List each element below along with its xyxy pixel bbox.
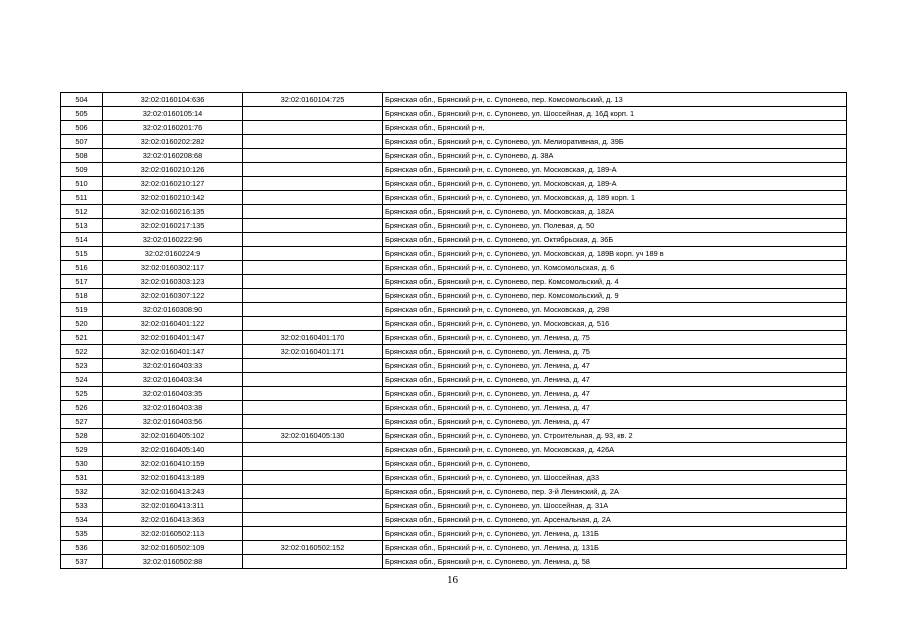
page-number: 16 [447,574,458,586]
address-cell: Брянская обл., Брянский р-н, с. Супонево, ул. Московская, д. 189-А [383,163,847,177]
related-cadastral-number-cell [243,135,383,149]
related-cadastral-number-cell [243,555,383,569]
related-cadastral-number-cell [243,443,383,457]
address-cell: Брянская обл., Брянский р-н, с. Супонево, ул. Мелиоративная, д. 39Б [383,135,847,149]
table-row [61,541,847,555]
related-cadastral-number-cell [243,177,383,191]
address-cell: Брянская обл., Брянский р-н, с. Супонево, пер. Комсомольский, д. 9 [383,289,847,303]
row-number-cell: 527 [61,415,103,429]
cadastral-number-cell: 32:02:0160105:14 [103,107,243,121]
row-number-cell: 514 [61,233,103,247]
row-number-cell: 529 [61,443,103,457]
address-cell: Брянская обл., Брянский р-н, с. Супонево, ул. Ленина, д. 75 [383,331,847,345]
address-cell: Брянская обл., Брянский р-н, с. Супонево, ул. Ленина, д. 47 [383,373,847,387]
table-row [61,527,847,541]
address-cell: Брянская обл., Брянский р-н, с. Супонево, ул. Московская, д. 298 [383,303,847,317]
row-number-cell: 504 [61,93,103,107]
related-cadastral-number-cell [243,163,383,177]
row-number-cell: 526 [61,401,103,415]
related-cadastral-number-cell [243,359,383,373]
row-number-cell: 525 [61,387,103,401]
table-row [61,415,847,429]
related-cadastral-number-cell [243,261,383,275]
cadastral-number-cell: 32:02:0160308:90 [103,303,243,317]
address-cell: Брянская обл., Брянский р-н, с. Супонево, ул. Ленина, д. 47 [383,401,847,415]
related-cadastral-number-cell: 32:02:0160104:725 [243,93,383,107]
row-number-cell: 533 [61,499,103,513]
related-cadastral-number-cell [243,373,383,387]
row-number-cell: 515 [61,247,103,261]
table-row [61,205,847,219]
address-cell: Брянская обл., Брянский р-н, [383,121,847,135]
row-number-cell: 536 [61,541,103,555]
cadastral-number-cell: 32:02:0160210:142 [103,191,243,205]
table-row [61,261,847,275]
cadastral-number-cell: 32:02:0160403:34 [103,373,243,387]
row-number-cell: 511 [61,191,103,205]
row-number-cell: 522 [61,345,103,359]
cadastral-number-cell: 32:02:0160210:127 [103,177,243,191]
related-cadastral-number-cell [243,219,383,233]
row-number-cell: 531 [61,471,103,485]
table-row [61,247,847,261]
row-number-cell: 520 [61,317,103,331]
row-number-cell: 524 [61,373,103,387]
address-cell: Брянская обл., Брянский р-н, с. Супонево, ул. Строительная, д. 93, кв. 2 [383,429,847,443]
table-row [61,471,847,485]
address-cell: Брянская обл., Брянский р-н, с. Супонево, ул. Московская, д. 182А [383,205,847,219]
cadastral-number-cell: 32:02:0160222:96 [103,233,243,247]
address-cell: Брянская обл., Брянский р-н, с. Супонево, ул. Ленина, д. 47 [383,359,847,373]
table-row [61,359,847,373]
cadastral-number-cell: 32:02:0160201:76 [103,121,243,135]
related-cadastral-number-cell: 32:02:0160502:152 [243,541,383,555]
related-cadastral-number-cell [243,205,383,219]
row-number-cell: 535 [61,527,103,541]
address-cell: Брянская обл., Брянский р-н, с. Супонево, ул. Московская, д. 516 [383,317,847,331]
address-cell: Брянская обл., Брянский р-н, с. Супонево, пер. Комсомольский, д. 13 [383,93,847,107]
related-cadastral-number-cell [243,303,383,317]
related-cadastral-number-cell [243,233,383,247]
address-cell: Брянская обл., Брянский р-н, с. Супонево, ул. Шоссейная, д. 16Д корп. 1 [383,107,847,121]
address-cell: Брянская обл., Брянский р-н, с. Супонево, пер. Комсомольский, д. 4 [383,275,847,289]
table-row [61,443,847,457]
row-number-cell: 537 [61,555,103,569]
row-number-cell: 519 [61,303,103,317]
cadastral-number-cell: 32:02:0160401:122 [103,317,243,331]
row-number-cell: 512 [61,205,103,219]
registry-table-body [61,93,847,569]
cadastral-number-cell: 32:02:0160104:636 [103,93,243,107]
address-cell: Брянская обл., Брянский р-н, с. Супонево, ул. Ленина, д. 131Б [383,527,847,541]
cadastral-number-cell: 32:02:0160413:363 [103,513,243,527]
table-row [61,191,847,205]
table-row [61,107,847,121]
table-row [61,373,847,387]
cadastral-number-cell: 32:02:0160413:189 [103,471,243,485]
cadastral-number-cell: 32:02:0160502:113 [103,527,243,541]
cadastral-number-cell: 32:02:0160502:88 [103,555,243,569]
row-number-cell: 521 [61,331,103,345]
table-row [61,499,847,513]
table-row [61,317,847,331]
related-cadastral-number-cell [243,247,383,261]
cadastral-number-cell: 32:02:0160502:109 [103,541,243,555]
table-row [61,331,847,345]
address-cell: Брянская обл., Брянский р-н, с. Супонево, ул. Московская, д. 189 корп. 1 [383,191,847,205]
cadastral-number-cell: 32:02:0160401:147 [103,331,243,345]
address-cell: Брянская обл., Брянский р-н, с. Супонево, ул. Ленина, д. 58 [383,555,847,569]
cadastral-number-cell: 32:02:0160217:135 [103,219,243,233]
table-row [61,289,847,303]
related-cadastral-number-cell [243,275,383,289]
cadastral-number-cell: 32:02:0160403:33 [103,359,243,373]
address-cell: Брянская обл., Брянский р-н, с. Супонево, [383,457,847,471]
row-number-cell: 523 [61,359,103,373]
row-number-cell: 534 [61,513,103,527]
table-row [61,135,847,149]
row-number-cell: 507 [61,135,103,149]
cadastral-number-cell: 32:02:0160403:38 [103,401,243,415]
address-cell: Брянская обл., Брянский р-н, с. Супонево, ул. Октябрьская, д. 36Б [383,233,847,247]
row-number-cell: 528 [61,429,103,443]
related-cadastral-number-cell [243,527,383,541]
table-row [61,93,847,107]
related-cadastral-number-cell [243,499,383,513]
row-number-cell: 506 [61,121,103,135]
registry-table [60,92,847,569]
row-number-cell: 505 [61,107,103,121]
row-number-cell: 530 [61,457,103,471]
related-cadastral-number-cell [243,121,383,135]
address-cell: Брянская обл., Брянский р-н, с. Супонево, ул. Шоссейная, д33 [383,471,847,485]
table-row [61,513,847,527]
cadastral-number-cell: 32:02:0160410:159 [103,457,243,471]
related-cadastral-number-cell: 32:02:0160401:170 [243,331,383,345]
cadastral-number-cell: 32:02:0160216:135 [103,205,243,219]
related-cadastral-number-cell [243,513,383,527]
related-cadastral-number-cell: 32:02:0160405:130 [243,429,383,443]
cadastral-number-cell: 32:02:0160403:56 [103,415,243,429]
table-row [61,149,847,163]
cadastral-number-cell: 32:02:0160405:140 [103,443,243,457]
table-row [61,163,847,177]
cadastral-number-cell: 32:02:0160403:35 [103,387,243,401]
address-cell: Брянская обл., Брянский р-н, с. Супонево, ул. Московская, д. 189-А [383,177,847,191]
row-number-cell: 517 [61,275,103,289]
related-cadastral-number-cell [243,401,383,415]
cadastral-number-cell: 32:02:0160208:68 [103,149,243,163]
related-cadastral-number-cell [243,317,383,331]
address-cell: Брянская обл., Брянский р-н, с. Супонево, д. 38А [383,149,847,163]
row-number-cell: 508 [61,149,103,163]
related-cadastral-number-cell [243,457,383,471]
address-cell: Брянская обл., Брянский р-н, с. Супонево, ул. Московская, д. 189В корп. уч 189 в [383,247,847,261]
table-row [61,219,847,233]
table-row [61,303,847,317]
cadastral-number-cell: 32:02:0160413:311 [103,499,243,513]
cadastral-number-cell: 32:02:0160307:122 [103,289,243,303]
row-number-cell: 510 [61,177,103,191]
row-number-cell: 509 [61,163,103,177]
table-row [61,345,847,359]
cadastral-number-cell: 32:02:0160202:282 [103,135,243,149]
row-number-cell: 532 [61,485,103,499]
cadastral-number-cell: 32:02:0160210:126 [103,163,243,177]
cadastral-number-cell: 32:02:0160224:9 [103,247,243,261]
address-cell: Брянская обл., Брянский р-н, с. Супонево, ул. Ленина, д. 75 [383,345,847,359]
related-cadastral-number-cell: 32:02:0160401:171 [243,345,383,359]
table-row [61,233,847,247]
row-number-cell: 518 [61,289,103,303]
table-row [61,457,847,471]
table-row [61,485,847,499]
cadastral-number-cell: 32:02:0160302:117 [103,261,243,275]
cadastral-number-cell: 32:02:0160413:243 [103,485,243,499]
address-cell: Брянская обл., Брянский р-н, с. Супонево, ул. Полевая, д. 50 [383,219,847,233]
cadastral-number-cell: 32:02:0160303:123 [103,275,243,289]
table-row [61,275,847,289]
address-cell: Брянская обл., Брянский р-н, с. Супонево, ул. Шоссейная, д. 31А [383,499,847,513]
cadastral-number-cell: 32:02:0160401:147 [103,345,243,359]
table-row [61,121,847,135]
related-cadastral-number-cell [243,415,383,429]
table-row [61,177,847,191]
table-row [61,555,847,569]
table-row [61,401,847,415]
related-cadastral-number-cell [243,149,383,163]
table-row [61,429,847,443]
cadastral-number-cell: 32:02:0160405:102 [103,429,243,443]
address-cell: Брянская обл., Брянский р-н, с. Супонево, пер. 3-й Ленинский, д. 2А [383,485,847,499]
address-cell: Брянская обл., Брянский р-н, с. Супонево, ул. Ленина, д. 47 [383,387,847,401]
related-cadastral-number-cell [243,485,383,499]
address-cell: Брянская обл., Брянский р-н, с. Супонево, ул. Московская, д. 426А [383,443,847,457]
address-cell: Брянская обл., Брянский р-н, с. Супонево, ул. Ленина, д. 131Б [383,541,847,555]
related-cadastral-number-cell [243,387,383,401]
related-cadastral-number-cell [243,289,383,303]
related-cadastral-number-cell [243,107,383,121]
address-cell: Брянская обл., Брянский р-н, с. Супонево, ул. Ленина, д. 47 [383,415,847,429]
table-row [61,387,847,401]
related-cadastral-number-cell [243,191,383,205]
related-cadastral-number-cell [243,471,383,485]
address-cell: Брянская обл., Брянский р-н, с. Супонево, ул. Арсенальная, д. 2А [383,513,847,527]
row-number-cell: 516 [61,261,103,275]
row-number-cell: 513 [61,219,103,233]
address-cell: Брянская обл., Брянский р-н, с. Супонево, ул. Комсомольская, д. 6 [383,261,847,275]
